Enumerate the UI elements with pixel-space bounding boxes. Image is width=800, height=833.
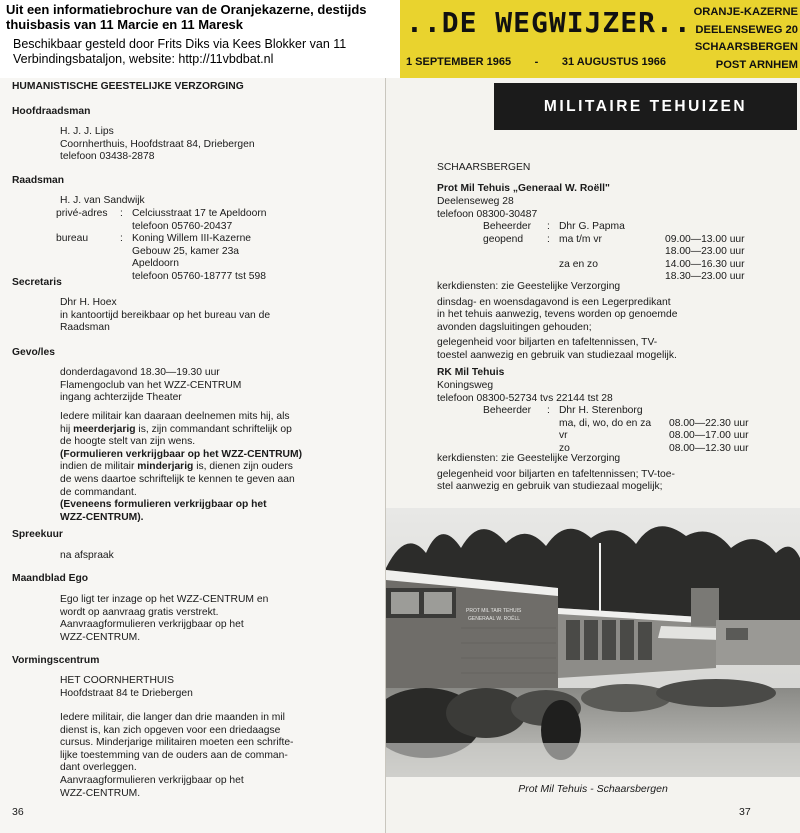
text-line: de hoogte stelt van zijn wens. bbox=[60, 436, 196, 448]
text-line: Gebouw 25, kamer 23a bbox=[132, 245, 240, 257]
hours-time: 14.00—16.30 uur bbox=[665, 258, 745, 270]
text-line: lijke toestemming van de ouders aan de comman- bbox=[60, 749, 288, 761]
document-title: Uit een informatiebrochure van de Oranjekazerne, destijds thuisbasis van 11 Marcie en 11 Maresk bbox=[6, 2, 367, 32]
left-section-title: HUMANISTISCHE GEESTELIJKE VERZORGING bbox=[12, 81, 244, 92]
hours-day bbox=[559, 246, 665, 259]
text-line: dant overleggen. bbox=[60, 762, 137, 774]
table-row bbox=[483, 405, 749, 418]
table-row bbox=[483, 221, 745, 234]
prot-hours-table bbox=[483, 221, 745, 284]
hours-day: zo bbox=[559, 442, 570, 454]
heading-prot-tehuis: Prot Mil Tehuis „Generaal W. Roëll" bbox=[437, 183, 610, 194]
text-fragment: is, dienen zijn ouders bbox=[193, 461, 293, 473]
colon: : bbox=[120, 233, 123, 245]
text-line: Iedere militair, die langer dan drie maanden in mil bbox=[60, 712, 285, 723]
rk-details bbox=[437, 453, 675, 494]
text-line: Coornherthuis, Hoofdstraat 84, Driebergen bbox=[60, 138, 255, 150]
hours-day: vr bbox=[559, 430, 568, 442]
text-line: Iedere militair kan daaraan deelnemen mits hij, als bbox=[60, 411, 290, 422]
building-photo bbox=[386, 508, 800, 777]
text-line: Flamengoclub van het WZZ-CENTRUM bbox=[60, 379, 242, 391]
wegwijzer-banner bbox=[400, 0, 800, 78]
banner-date-end: 31 AUGUSTUS 1966 bbox=[561, 56, 666, 68]
hours-time: 18.00—23.00 uur bbox=[665, 246, 745, 258]
rk-address bbox=[437, 380, 613, 405]
secretaris-block bbox=[60, 297, 270, 335]
colon: : bbox=[120, 208, 123, 219]
gevoles-block bbox=[60, 367, 241, 405]
text-line: H. J. J. Lips bbox=[60, 126, 114, 137]
colon: : bbox=[547, 405, 550, 416]
text-line: Aanvraagformulieren verkrijgbaar op het bbox=[60, 774, 244, 786]
text-line: kerkdiensten: zie Geestelijke Verzorging bbox=[437, 453, 621, 464]
colon: : bbox=[547, 233, 550, 245]
beheerder-label: Beheerder bbox=[483, 221, 532, 232]
text-line: gelegenheid voor biljarten en tafeltennissen, TV- bbox=[437, 337, 658, 349]
beheerder-name: Dhr G. Papma bbox=[559, 221, 625, 232]
text-line: avonden dagsluitingen gehouden; bbox=[437, 321, 592, 333]
text-line: dienst is, kan zich opgeven voor een driedaagse bbox=[60, 724, 281, 736]
rk-hours-table bbox=[483, 405, 749, 455]
table-row bbox=[483, 418, 749, 431]
spreekuur-text: na afspraak bbox=[60, 550, 114, 561]
beheerder-name: Dhr H. Sterenborg bbox=[559, 405, 643, 416]
text-line: stel aanwezig en gebruik van studiezaal mogelijk; bbox=[437, 481, 663, 493]
vormingscentrum-paragraph bbox=[60, 712, 294, 800]
text-line: Apeldoorn bbox=[132, 258, 179, 270]
prive-label: privé-adres bbox=[56, 208, 108, 219]
banner-dash: - bbox=[534, 56, 539, 68]
building-sign-line: GENERAAL W. ROËLL bbox=[468, 616, 521, 622]
banner-line: ORANJE-KAZERNE bbox=[693, 6, 798, 18]
text-line: telefoon 08300-52734 tvs 22144 tst 28 bbox=[437, 392, 613, 404]
text-line: Koning Willem III-Kazerne bbox=[132, 233, 252, 245]
text-line: Koningsweg bbox=[437, 380, 494, 391]
text-line: WZZ-CENTRUM. bbox=[60, 631, 141, 643]
text-bold: minderjarig bbox=[137, 461, 194, 473]
heading-vormingscentrum: Vormingscentrum bbox=[12, 655, 100, 666]
heading-raadsman: Raadsman bbox=[12, 175, 65, 186]
banner-date-start: 1 SEPTEMBER 1965 bbox=[406, 56, 512, 68]
hours-day: ma, di, wo, do en za bbox=[559, 417, 652, 429]
colon: : bbox=[547, 221, 550, 232]
hours-time: 08.00—22.30 uur bbox=[669, 417, 749, 429]
text-line: telefoon 03438-2878 bbox=[60, 151, 155, 163]
hours-day: ma t/m vr bbox=[559, 233, 602, 245]
geopend-label: geopend bbox=[483, 233, 524, 245]
text-bold: meerderjarig bbox=[73, 423, 136, 435]
text-line-bold: WZZ-CENTRUM). bbox=[60, 511, 144, 523]
raadsman-name: H. J. van Sandwijk bbox=[60, 195, 145, 206]
bureau-label: bureau bbox=[56, 233, 89, 245]
text-line: de wens daartoe schriftelijk te kennen te geven aan bbox=[60, 473, 295, 485]
text-fragment: hij bbox=[60, 423, 74, 435]
text-line: Raadsman bbox=[60, 322, 110, 334]
banner-line: POST ARNHEM bbox=[715, 58, 798, 71]
text-line: in het tehuis aanwezig, tevens worden op genoemde bbox=[437, 309, 678, 321]
table-row bbox=[483, 259, 745, 272]
text-line: telefoon 05760-20437 bbox=[132, 220, 233, 232]
text-line: Hoofdstraat 84 te Driebergen bbox=[60, 687, 193, 699]
text-line: telefoon 08300-30487 bbox=[437, 208, 538, 220]
text-line: wordt op aanvraag gratis verstrekt. bbox=[60, 606, 219, 618]
banner-line: DEELENSEWEG 20 bbox=[695, 23, 798, 36]
text-line: dinsdag- en woensdagavond is een Legerpredikant bbox=[437, 296, 671, 308]
table-row bbox=[483, 246, 745, 259]
text-fragment: is, zijn commandant schriftelijk op bbox=[135, 423, 292, 435]
heading-spreekuur: Spreekuur bbox=[12, 529, 63, 540]
hoofdraadsman-block bbox=[60, 126, 255, 164]
hours-time: 08.00—17.00 uur bbox=[669, 430, 749, 442]
page-number-left: 36 bbox=[12, 806, 24, 818]
building-sign-line: PROT MIL TAIR TEHUIS bbox=[466, 608, 522, 614]
banner-title: ..DE WEGWIJZER.. bbox=[406, 6, 692, 39]
text-fragment: indien de militair bbox=[60, 461, 138, 473]
table-row bbox=[483, 430, 749, 443]
location-heading: SCHAARSBERGEN bbox=[437, 162, 531, 173]
text-line: Dhr H. Hoex bbox=[60, 297, 117, 308]
banner-dates bbox=[406, 56, 666, 68]
maandblad-block bbox=[60, 594, 268, 644]
building-photo-illustration bbox=[386, 508, 800, 777]
prot-details bbox=[437, 281, 677, 363]
page-number-right: 37 bbox=[739, 806, 751, 818]
text-line: HET COORNHERTHUIS bbox=[60, 675, 175, 686]
hours-time: 09.00—13.00 uur bbox=[665, 233, 745, 245]
vormingscentrum-block bbox=[60, 675, 193, 700]
text-line: toestel aanwezig en gebruik van studiezaal mogelijk. bbox=[437, 349, 677, 361]
heading-secretaris: Secretaris bbox=[12, 277, 62, 288]
heading-maandblad: Maandblad Ego bbox=[12, 573, 89, 584]
text-line: cursus. Minderjarige militairen moeten een schrifte- bbox=[60, 737, 294, 749]
text-line: de commandant. bbox=[60, 486, 137, 498]
hours-day: za en zo bbox=[559, 258, 598, 270]
text-line: donderdagavond 18.30—19.30 uur bbox=[60, 367, 220, 378]
hours-time: 08.00—12.30 uur bbox=[669, 442, 749, 454]
militaire-tehuizen-banner: MILITAIRE TEHUIZEN bbox=[494, 83, 797, 130]
banner-line: SCHAARSBERGEN bbox=[694, 41, 798, 53]
text-line: Ego ligt ter inzage op het WZZ-CENTRUM en bbox=[60, 594, 269, 605]
raadsman-prive bbox=[56, 208, 267, 284]
text-line: kerkdiensten: zie Geestelijke Verzorging bbox=[437, 281, 621, 292]
table-row bbox=[483, 234, 745, 247]
beheerder-label: Beheerder bbox=[483, 405, 532, 416]
gevoles-paragraph bbox=[60, 411, 302, 524]
photo-caption: Prot Mil Tehuis - Schaarsbergen bbox=[518, 783, 668, 795]
hours-time: 18.30—23.00 uur bbox=[665, 271, 745, 283]
text-line-bold: (Formulieren verkrijgbaar op het WZZ-CENTRUM) bbox=[60, 448, 302, 460]
prot-address bbox=[437, 196, 537, 221]
banner-address bbox=[666, 4, 798, 74]
text-line: WZZ-CENTRUM. bbox=[60, 787, 141, 799]
document-credit: Beschikbaar gesteld door Frits Diks via Kees Blokker van 11 Verbindingsbataljon, website: http://11vbdbat.nl bbox=[13, 37, 347, 66]
text-line: gelegenheid voor biljarten en tafeltennissen; TV-toe- bbox=[437, 468, 675, 480]
text-line: Celciusstraat 17 te Apeldoorn bbox=[132, 208, 267, 219]
heading-rk-tehuis: RK Mil Tehuis bbox=[437, 367, 505, 378]
text-line: Deelenseweg 28 bbox=[437, 196, 514, 207]
heading-hoofdraadsman: Hoofdraadsman bbox=[12, 106, 91, 117]
text-line-bold: (Eveneens formulieren verkrijgbaar op het bbox=[60, 499, 267, 511]
text-line: in kantoortijd bereikbaar op het bureau van de bbox=[60, 309, 271, 321]
heading-gevoles: Gevo/les bbox=[12, 347, 55, 358]
text-line: ingang achterzijde Theater bbox=[60, 392, 182, 404]
text-line: Aanvraagformulieren verkrijgbaar op het bbox=[60, 619, 244, 631]
text-line: telefoon 05760-18777 tst 598 bbox=[132, 270, 266, 282]
